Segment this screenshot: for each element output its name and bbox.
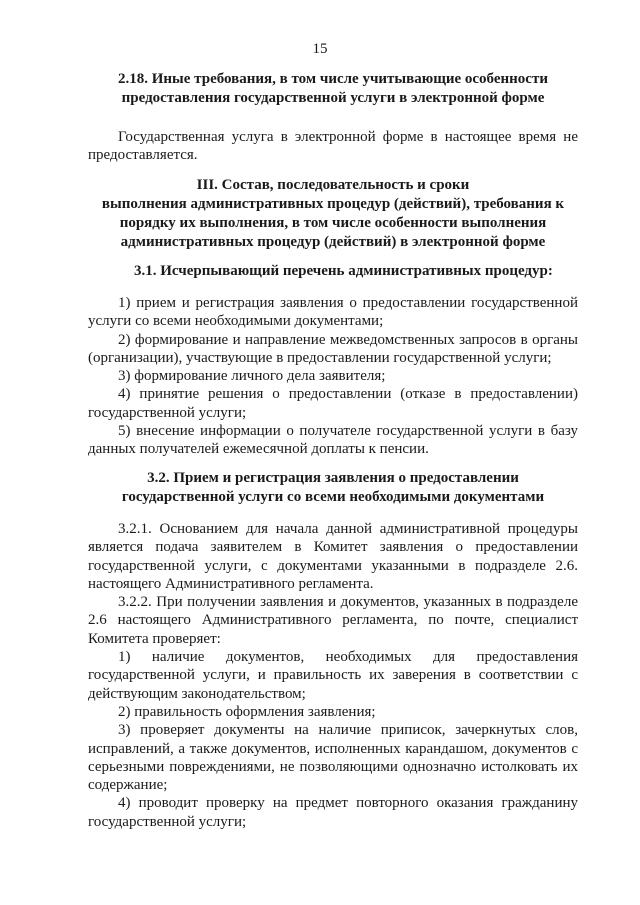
section-2-18-heading-line2: предоставления государственной услуги в электронной форме — [121, 89, 545, 106]
section-3-heading-line2: выполнения административных процедур (действий), требования к — [101, 195, 565, 212]
section-2-18-body — [88, 128, 578, 165]
section-3-heading-line4: административных процедур (действий) в электронной форме — [120, 233, 546, 250]
section-3-2-heading-line1: 3.2. Прием и регистрация заявления о предоставлении — [147, 470, 519, 486]
list-item: 2) формирование и направление межведомственных запросов в органы (организации), участвующие в предоставлении государственной услуги; — [88, 331, 578, 366]
section-3-2-heading-line2: государственной услуги со всеми необходимыми документами — [121, 488, 545, 505]
section-3-2-heading — [88, 469, 578, 507]
section-3-1-list — [88, 294, 578, 459]
paragraph: 3) проверяет документы на наличие приписок, зачеркнутых слов, исправлений, а также документов, исполненных карандашом, документов с серьезными повреждениями, не позволяющими однозначно истолковать их содержание; — [88, 722, 578, 794]
section-2-18-heading-line1: 2.18. Иные требования, в том числе учитывающие особенности — [118, 71, 548, 87]
section-3-heading-line1: III. Состав, последовательность и сроки — [196, 177, 470, 193]
section-3-2-body — [88, 520, 578, 831]
page-number: 15 — [312, 41, 328, 57]
paragraph: 4) проводит проверку на предмет повторного оказания гражданину государственной услуги; — [88, 795, 578, 830]
list-item: 5) внесение информации о получателе государственной услуги в базу данных получателей ежемесячной доплаты к пенсии. — [88, 423, 578, 458]
list-item: 3) формирование личного дела заявителя; — [118, 368, 386, 385]
paragraph: 2) правильность оформления заявления; — [118, 703, 376, 720]
list-item: 1) прием и регистрация заявления о предоставлении государственной услуги со всеми необходимыми документами; — [88, 295, 578, 330]
section-3-heading-line3: порядку их выполнения, в том числе особенности выполнения — [119, 214, 547, 231]
paragraph: 3.2.1. Основанием для начала данной административной процедуры является подача заявителем в Комитет заявления о предоставлении государственной услуги, с документами указанными в подразделе 2.6. настоящего Административного регламента. — [88, 521, 578, 592]
paragraph: 1) наличие документов, необходимых для предоставления государственной услуги, и правильность их заверения в соответствии с действующим законодательством; — [88, 649, 578, 702]
list-item: 4) принятие решения о предоставлении (отказе в предоставлении) государственной услуги; — [88, 386, 578, 421]
section-3-1-heading: 3.1. Исчерпывающий перечень административных процедур: — [134, 263, 553, 279]
section-3-heading — [88, 176, 578, 252]
section-2-18-heading — [88, 70, 578, 108]
paragraph: 3.2.2. При получении заявления и документов, указанных в подразделе 2.6 настоящего Административного регламента, по почте, специалист Комитета проверяет: — [88, 594, 578, 647]
section-2-18-text: Государственная услуга в электронной форме в настоящее время не предоставляется. — [88, 129, 578, 164]
